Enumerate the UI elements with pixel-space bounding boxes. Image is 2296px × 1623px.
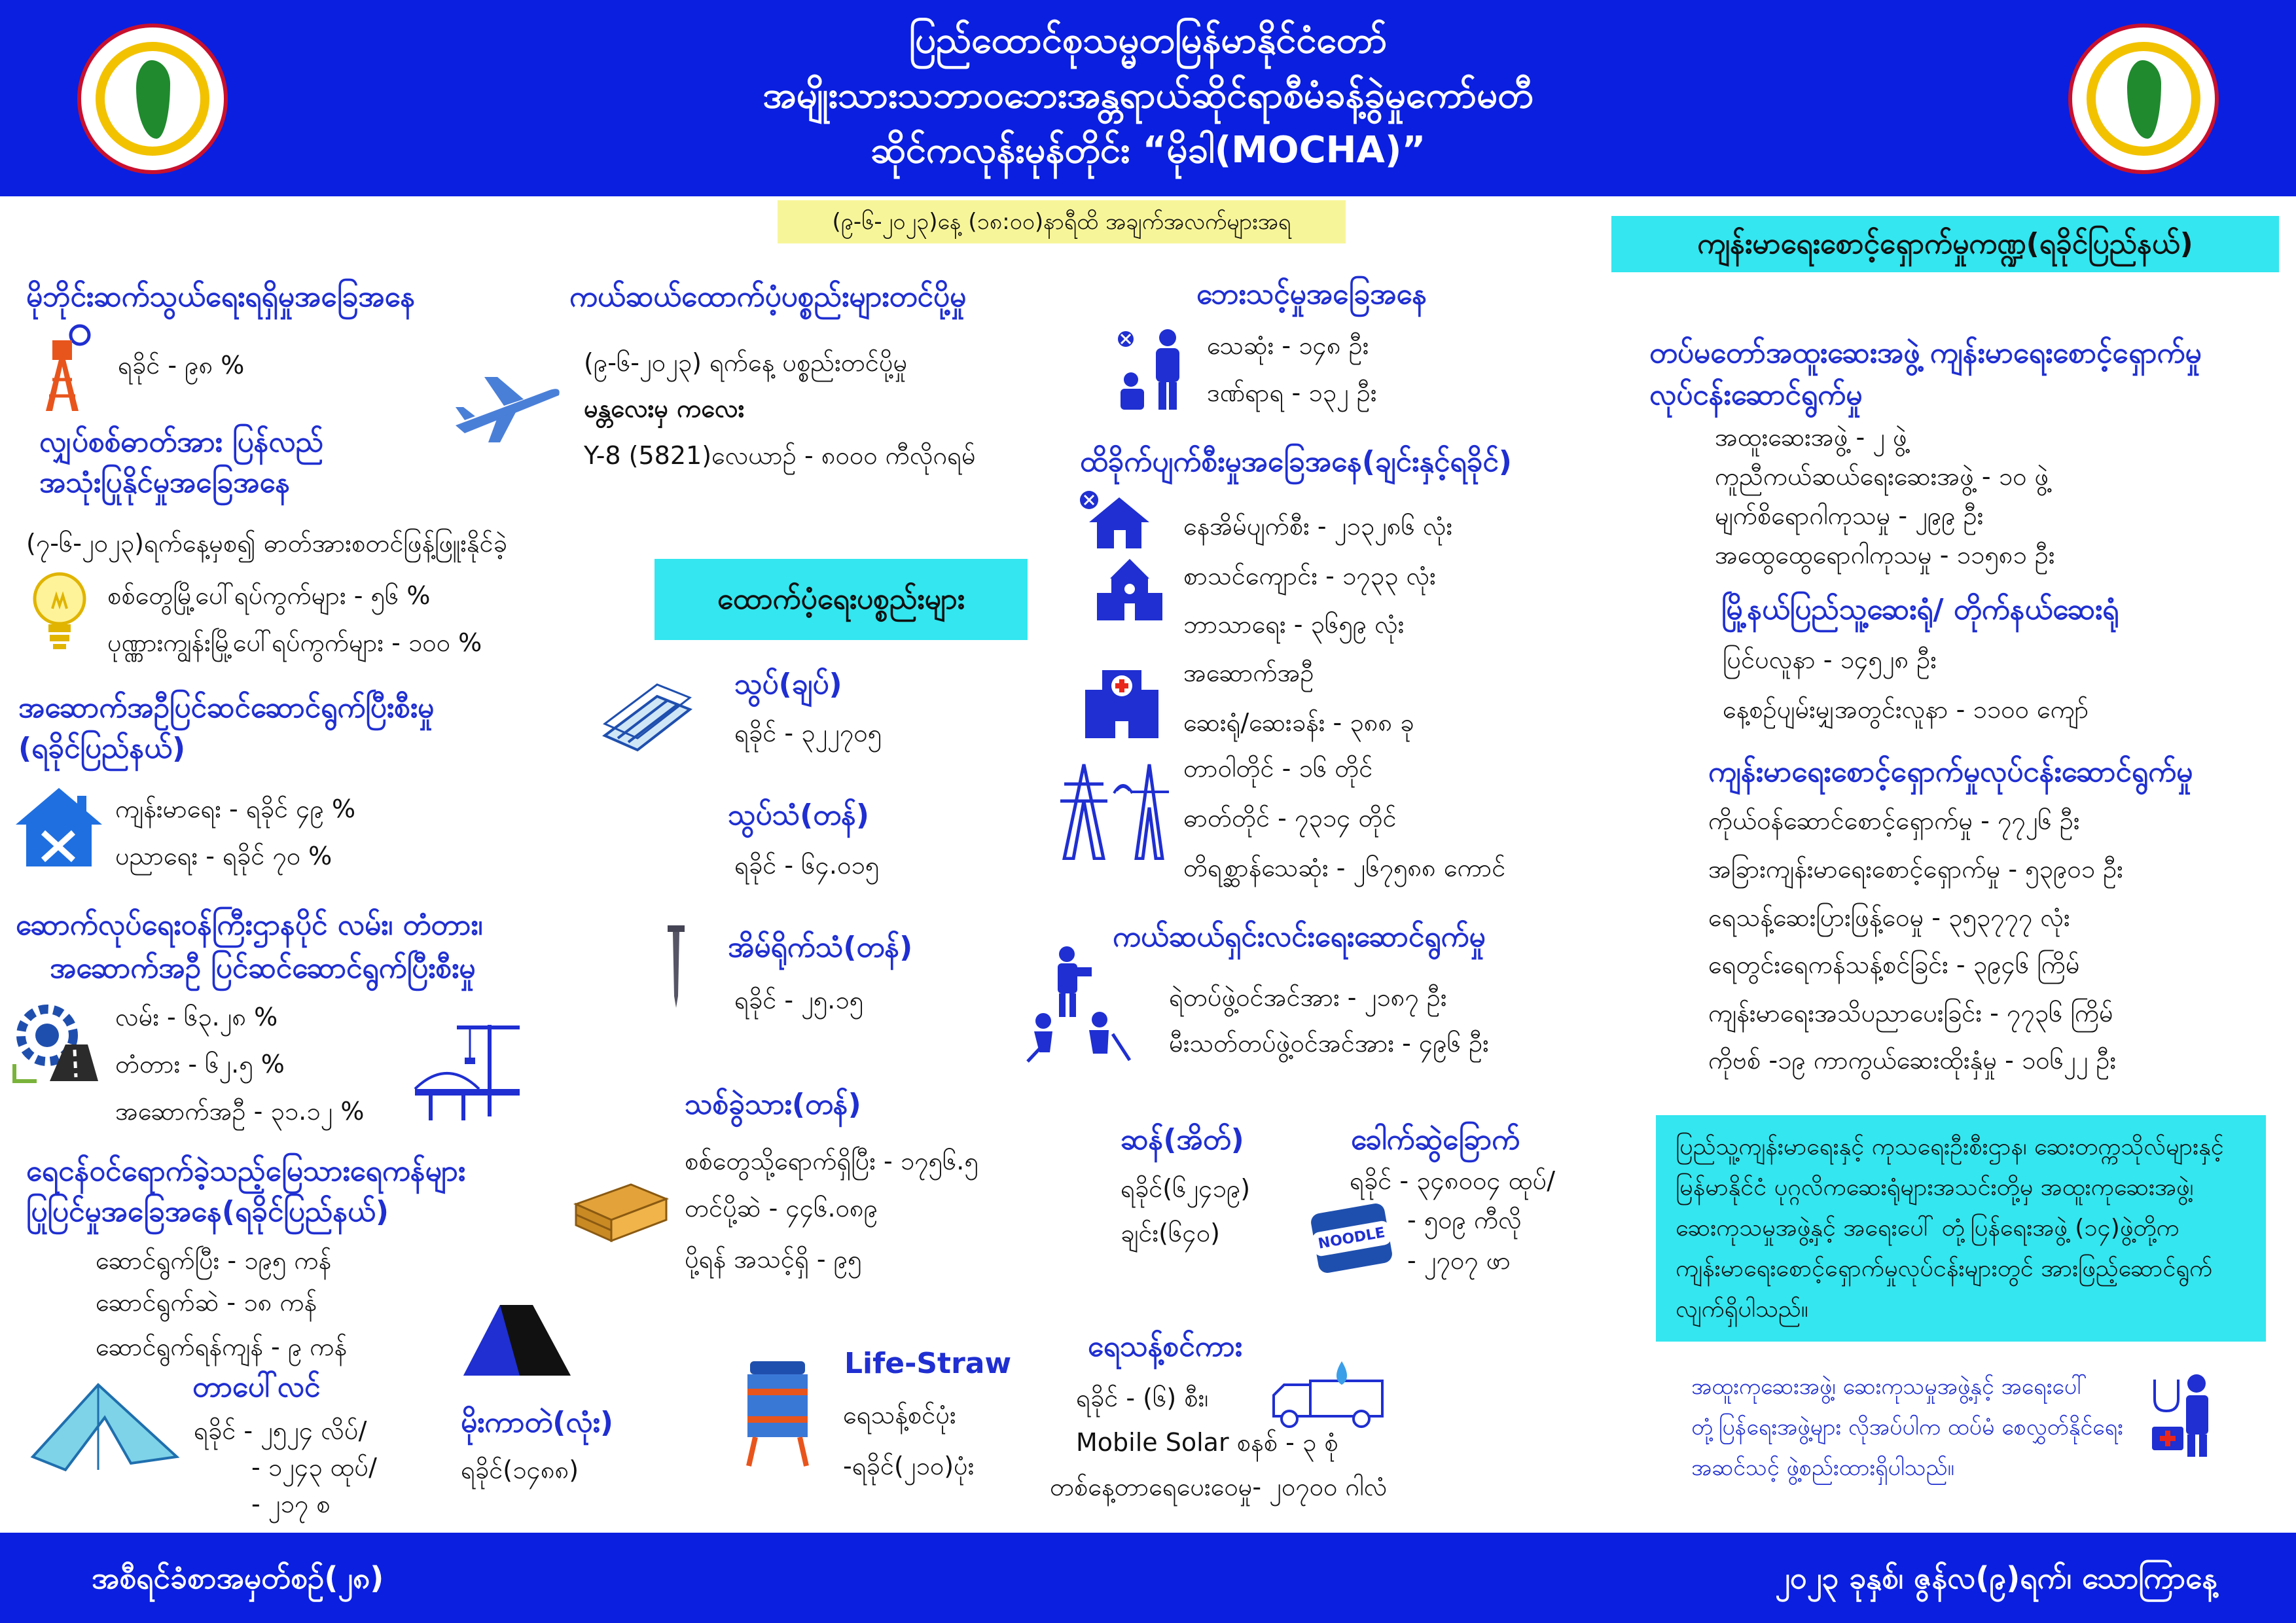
rescue-police: ရဲတပ်ဖွဲ့ဝင်အင်အား - ၂၁၈၇ ဦး [1169, 983, 1447, 1012]
header-banner [0, 0, 2296, 196]
buildings-title-1: အဆောက်အဦပြင်ဆင်ဆောင်ရွက်ပြီးစီးမှု [18, 691, 435, 724]
timber-title: သစ်ခွဲသား(တန်) [685, 1088, 861, 1121]
bridge-crane-icon [411, 1018, 522, 1123]
water-filter-bucket-icon [738, 1357, 817, 1469]
electricity-title-2: အသုံးပြုနိုင်မှုအခြေအနေ [39, 466, 291, 499]
lifestraw-title: Life-Straw [844, 1347, 1012, 1380]
reservoir-item-2: ဆောင်ရွက်ဆဲ - ၁၈ ကန် [96, 1288, 317, 1317]
buildings-item-1: ကျန်းမာရေး - ရခိုင် ၄၉ % [115, 794, 356, 823]
health-ops-item-6: ကိုဗစ် -၁၉ ကာကွယ်ဆေးထိုးနှံမှု - ၁၀၆၂၂ ဦး [1708, 1046, 2117, 1075]
military-medical-item-2: ကူညီကယ်ဆယ်ရေးဆေးအဖွဲ့ - ၁၀ ဖွဲ့ [1715, 462, 2049, 491]
electricity-item-1: စစ်တွေမြို့ပေါ်ရပ်ကွက်များ - ၅၆ % [107, 581, 431, 610]
zinc-nail-title: သွပ်သံ(တန်) [728, 798, 870, 832]
noodle-pack-icon [1310, 1202, 1393, 1274]
hospital-title: မြို့နယ်ပြည်သူ့ဆေးရုံ/ တိုက်နယ်ဆေးရုံ [1721, 593, 2119, 626]
military-medical-title-1: တပ်မတော်အထူးဆေးအဖွဲ့ ကျန်းမာရေးစောင့်ရှောက်မှု [1649, 336, 2202, 370]
airlift-title: ကယ်ဆယ်ထောက်ပံ့ပစ္စည်းများတင်ပို့မှု [569, 280, 967, 313]
report-number: အစီရင်ခံစာအမှတ်စဉ်(၂၈) [92, 1560, 384, 1596]
rescue-fire: မီးသတ်တပ်ဖွဲ့ဝင်အင်အား - ၄၉၆ ဦး [1169, 1029, 1489, 1058]
health-ops-item-5: ကျန်းမာရေးအသိပညာပေးခြင်း - ၇၇၃၆ ကြိမ် [1708, 999, 2113, 1027]
electricity-title-1: လျှပ်စစ်ဓာတ်အား ပြန်လည် [39, 425, 324, 459]
construction-item-2: တံတား - ၆၂.၅ % [115, 1050, 285, 1079]
rice-item-2: ချင်း(၆၄၀) [1121, 1219, 1220, 1247]
damage-title: ထိခိုက်ပျက်စီးမှုအခြေအနေ(ချင်းနှင့်ရခိုင်) [1080, 445, 1512, 478]
nail-title: အိမ်ရိုက်သံ(တန်) [728, 931, 913, 964]
damage-towers: တာဝါတိုင် - ၁၆ တိုင် [1183, 754, 1373, 783]
noodle-item-1: ရခိုင် - ၃၄၈၀၀၄ ထုပ်/ [1350, 1166, 1556, 1195]
noodle-title: ခေါက်ဆွဲခြောက် [1351, 1123, 1520, 1156]
military-medical-item-4: အထွေထွေရောဂါကုသမှု - ၁၁၅၈၁ ဦး [1715, 541, 2055, 569]
hospital-icon [1083, 661, 1161, 740]
zinc-value: ရခိုင် - ၃၂၂၇၀၅ [734, 719, 882, 747]
airplane-icon [452, 373, 563, 445]
damage-houses: နေအိမ်ပျက်စီး - ၂၁၃၂၈၆ လုံး [1183, 512, 1453, 541]
construction-item-1: လမ်း - ၆၃.၂၈ % [115, 1003, 278, 1031]
lifestraw-line-2: -ရခိုင်(၂၁၀)ပုံး [843, 1452, 975, 1480]
airlift-line-2: မန္တလေးမှ ကလေး [584, 394, 745, 423]
supporting-teams-box [1656, 1115, 2266, 1342]
water-truck-item-1: ရခိုင် - (၆) စီး၊ [1076, 1383, 1209, 1412]
health-ops-title: ကျန်းမာရေးစောင့်ရှောက်မှုလုပ်ငန်းဆောင်ရွက်မှု [1708, 755, 2193, 789]
electricity-note: (၇-၆-၂၀၂၃)ရက်နေ့မှစ၍ ဓာတ်အားစတင်ဖြန့်ဖြူးနိုင်ခဲ့ [26, 529, 507, 558]
telecom-title: မိုဘိုင်းဆက်သွယ်ရေးရရှိမှုအခြေအနေ [26, 280, 416, 313]
health-sector-title: ကျန်းမာရေးစောင့်ရှောက်မှုကဏ္ဍ(ရခိုင်ပြည်နယ်) [1697, 227, 2193, 260]
mosquito-net-title: မိုးကာတဲ(လုံး) [461, 1406, 613, 1439]
damage-schools: စာသင်ကျောင်း - ၁၇၃၃ လုံး [1183, 562, 1436, 590]
road-gear-icon [10, 999, 102, 1084]
header-title-line2: အမျိုးသားသဘာဝဘေးအန္တရာယ်ဆိုင်ရာစီမံခန့်ခွဲမှုကော်မတီ [762, 74, 1534, 116]
health-sector-box [1611, 216, 2279, 272]
military-medical-item-1: အထူးဆေးအဖွဲ့ - ၂ ဖွဲ့ [1715, 423, 1907, 452]
buildings-title-2: (ရခိုင်ပြည်နယ်) [18, 732, 186, 765]
supplies-box-label: ထောက်ပံ့ရေးပစ္စည်းများ [717, 582, 965, 616]
header-title-line3: ဆိုင်ကလုန်းမုန်တိုင်း “မိုခါ(MOCHA)” [870, 129, 1426, 171]
timber-item-3: ပို့ရန် အသင့်ရှိ - ၉၅ [685, 1245, 862, 1274]
tarpaulin-icon [26, 1378, 183, 1476]
supporting-teams-text: ပြည်သူ့ကျန်းမာရေးနှင့် ကုသရေးဦးစီးဌာန၊ ဆေးတက္ကသိုလ်များနှင့်မြန်မာနိုင်ငံ ပုဂ္ဂလိကဆေးရုံများအသင်းတို့မှ အထူးကုဆေးအဖွဲ့၊ ဆေးကုသမှုအဖွဲ့နှင့် အရေးပေါ် တုံ့ပြန်ရေးအဖွဲ့ (၁၄)ဖွဲ့တို့က ကျန်းမာရေးစောင့်ရှောက်မှုလုပ်ငန်းများတွင် အားဖြည့်ဆောင်ရွက်လျက်ရှိပါသည်။ [1676, 1133, 2224, 1323]
noodle-item-3: - ၂၇၀၇ ဖာ [1407, 1246, 1511, 1275]
damage-livestock: တိရစ္ဆာန်သေဆုံး - ၂၆၇၅၈၈ ကောင် [1183, 853, 1506, 882]
lightbulb-icon [30, 569, 89, 654]
antenna-tower-icon [33, 321, 98, 412]
buildings-item-2: ပညာရေး - ရခိုင် ၇၀ % [115, 842, 332, 870]
rescue-title: ကယ်ဆယ်ရှင်းလင်းရေးဆောင်ရွက်မှု [1113, 920, 1486, 954]
tarpaulin-title: တာပေါ်လင် [192, 1370, 321, 1404]
damage-religious: ဘာသာရေး - ၃၆၅၉ လုံး [1183, 610, 1405, 639]
reservoir-item-1: ဆောင်ရွက်ပြီး - ၁၉၅ ကန် [96, 1246, 332, 1275]
power-pylon-icon [1058, 762, 1175, 860]
mosquito-net-value: ရခိုင်(၁၄၈၈) [461, 1455, 579, 1484]
military-medical-title-2: လုပ်ငန်းဆောင်ရွက်မှု [1649, 378, 1863, 412]
zinc-title: သွပ်(ချပ်) [734, 668, 842, 701]
reservoir-title-1: ရေငန်ဝင်ရောက်ခဲ့သည့်မြေသားရေကန်များ [26, 1154, 465, 1188]
zinc-nail-value: ရခိုင် - ၆၄.၀၁၅ [734, 851, 880, 880]
zinc-sheets-icon [598, 677, 696, 755]
noodle-pack-label: NOODLE [1311, 1219, 1392, 1257]
casualties-title: ဘေးသင့်မှုအခြေအနေ [1196, 277, 1427, 311]
health-ops-item-3: ရေသန့်ဆေးပြားဖြန့်ဝေမှု - ၃၅၃၇၇၇ လုံး [1708, 903, 2070, 932]
hospital-item-2: နေ့စဉ်ပျမ်းမျှအတွင်းလူနာ - ၁၁၀၀ ကျော် [1723, 695, 2089, 724]
nail-icon [666, 924, 686, 1009]
noodle-item-2: - ၅၀၉ ကီလို [1407, 1205, 1522, 1234]
date-note-text: (၉-၆-၂၀၂၃)နေ့ (၁၈:၀၀)နာရီထိ အချက်အလက်များအရ [832, 209, 1291, 235]
standby-teams-text: အထူးကုဆေးအဖွဲ့၊ ဆေးကုသမှုအဖွဲ့နှင့် အရေးပေါ်တုံ့ပြန်ရေးအဖွဲ့များ လိုအပ်ပါက ထပ်မံ စေလွှတ်နိုင်ရေး အဆင်သင့် ဖွဲ့စည်းထားရှိပါသည်။ [1691, 1374, 2123, 1481]
report-date: ၂၀၂၃ ခုနှစ်၊ ဇွန်လ(၉)ရက်၊ သောကြာနေ့ [1775, 1560, 2217, 1596]
timber-planks-icon [572, 1165, 670, 1243]
hospital-item-1: ပြင်ပလူနာ - ၁၄၅၂၈ ဦး [1723, 645, 1937, 674]
damage-building-label: အဆောက်အဦ [1183, 658, 1314, 687]
water-truck-item-3: တစ်နေ့တာရေပေးဝေမှု- ၂၀၇၀၀ ဂါလံ [1050, 1472, 1388, 1501]
date-note-bar [778, 200, 1346, 243]
rice-title: ဆန်(အိတ်) [1121, 1123, 1244, 1156]
tarpaulin-item-3: - ၂၁၇ စ [251, 1489, 331, 1518]
footer-bar [0, 1533, 2296, 1623]
construction-item-3: အဆောက်အဦ - ၃၁.၁၂ % [115, 1097, 365, 1126]
lifestraw-line-1: ရေသန့်စင်ပုံး [843, 1400, 956, 1429]
timber-item-2: တင်ပို့ဆဲ - ၄၄၆.၀၈၉ [685, 1194, 878, 1222]
injured-person-icon [1113, 327, 1191, 412]
reservoir-title-2: ပြုပြင်မှုအခြေအနေ(ရခိုင်ပြည်နယ်) [26, 1195, 389, 1228]
construction-title-1: ဆောက်လုပ်ရေးဝန်ကြီးဌာနပိုင် လမ်း၊ တံတား၊ [16, 908, 483, 942]
water-truck-item-2: Mobile Solar စနစ် - ၃ စုံ [1076, 1428, 1338, 1457]
construction-title-2: အဆောက်အဦ ပြင်ဆင်ဆောင်ရွက်ပြီးစီးမှု [50, 952, 476, 985]
header-title-line1: ပြည်ထောင်စုသမ္မတမြန်မာနိုင်ငံတော် [908, 19, 1388, 62]
rice-item-1: ရခိုင်(၆၂၄၁၉) [1121, 1174, 1251, 1203]
nail-value: ရခိုင် - ၂၅.၁၅ [734, 986, 864, 1014]
military-medical-item-3: မျက်စိရောဂါကုသမှု - ၂၉၉ ဦး [1715, 501, 1984, 530]
water-truck-title: ရေသန့်စင်ကား [1088, 1330, 1242, 1363]
casualties-injured: ဒဏ်ရာရ - ၁၃၂ ဦး [1207, 378, 1377, 407]
health-ops-item-2: အခြားကျန်းမာရေးစောင့်ရှောက်မှု - ၅၃၉၀၁ ဦး [1708, 855, 2123, 883]
health-ops-item-1: ကိုယ်ဝန်ဆောင်စောင့်ရှောက်မှု - ၇၇၂၆ ဦး [1708, 806, 2080, 835]
reservoir-item-3: ဆောင်ရွက်ရန်ကျန် - ၉ ကန် [96, 1332, 348, 1361]
timber-item-1: စစ်တွေသို့ရောက်ရှိပြီး - ၁၇၅၆.၅ [685, 1147, 978, 1175]
house-damaged-icon [1077, 484, 1149, 550]
rescue-workers-icon [1021, 942, 1132, 1067]
health-ops-item-4: ရေတွင်းရေကန်သန့်စင်ခြင်း - ၃၉၄၆ ကြိမ် [1708, 950, 2080, 979]
airlift-line-1: (၉-၆-၂၀၂၃) ရက်နေ့ ပစ္စည်းတင်ပို့မှု [584, 348, 908, 377]
house-tools-icon [13, 783, 105, 868]
supplies-box [655, 559, 1028, 640]
water-truck-icon [1270, 1359, 1388, 1431]
telecom-value: ရခိုင် - ၉၈ % [118, 351, 245, 380]
doctor-kit-icon [2148, 1373, 2220, 1458]
casualties-dead: သေဆုံး - ၁၄၈ ဦး [1207, 331, 1369, 360]
tent-icon [461, 1302, 572, 1381]
school-icon [1097, 556, 1162, 622]
tarpaulin-item-2: - ၁၂၄၃ ထုပ်/ [251, 1453, 377, 1482]
tarpaulin-item-1: ရခိုင် - ၂၅၂၄ လိပ်/ [194, 1416, 367, 1445]
electricity-item-2: ပုဏ္ဏားကျွန်းမြို့ပေါ်ရပ်ကွက်များ - ၁၀၀ % [107, 628, 482, 657]
damage-hospitals: ဆေးရုံ/ဆေးခန်း - ၃၈၈ ခု [1183, 708, 1414, 737]
airlift-line-3: Y-8 (5821)လေယာဉ် - ၈၀၀၀ ကီလိုဂရမ် [584, 441, 976, 470]
damage-poles: ဓာတ်တိုင် - ၇၃၁၄ တိုင် [1183, 804, 1397, 832]
